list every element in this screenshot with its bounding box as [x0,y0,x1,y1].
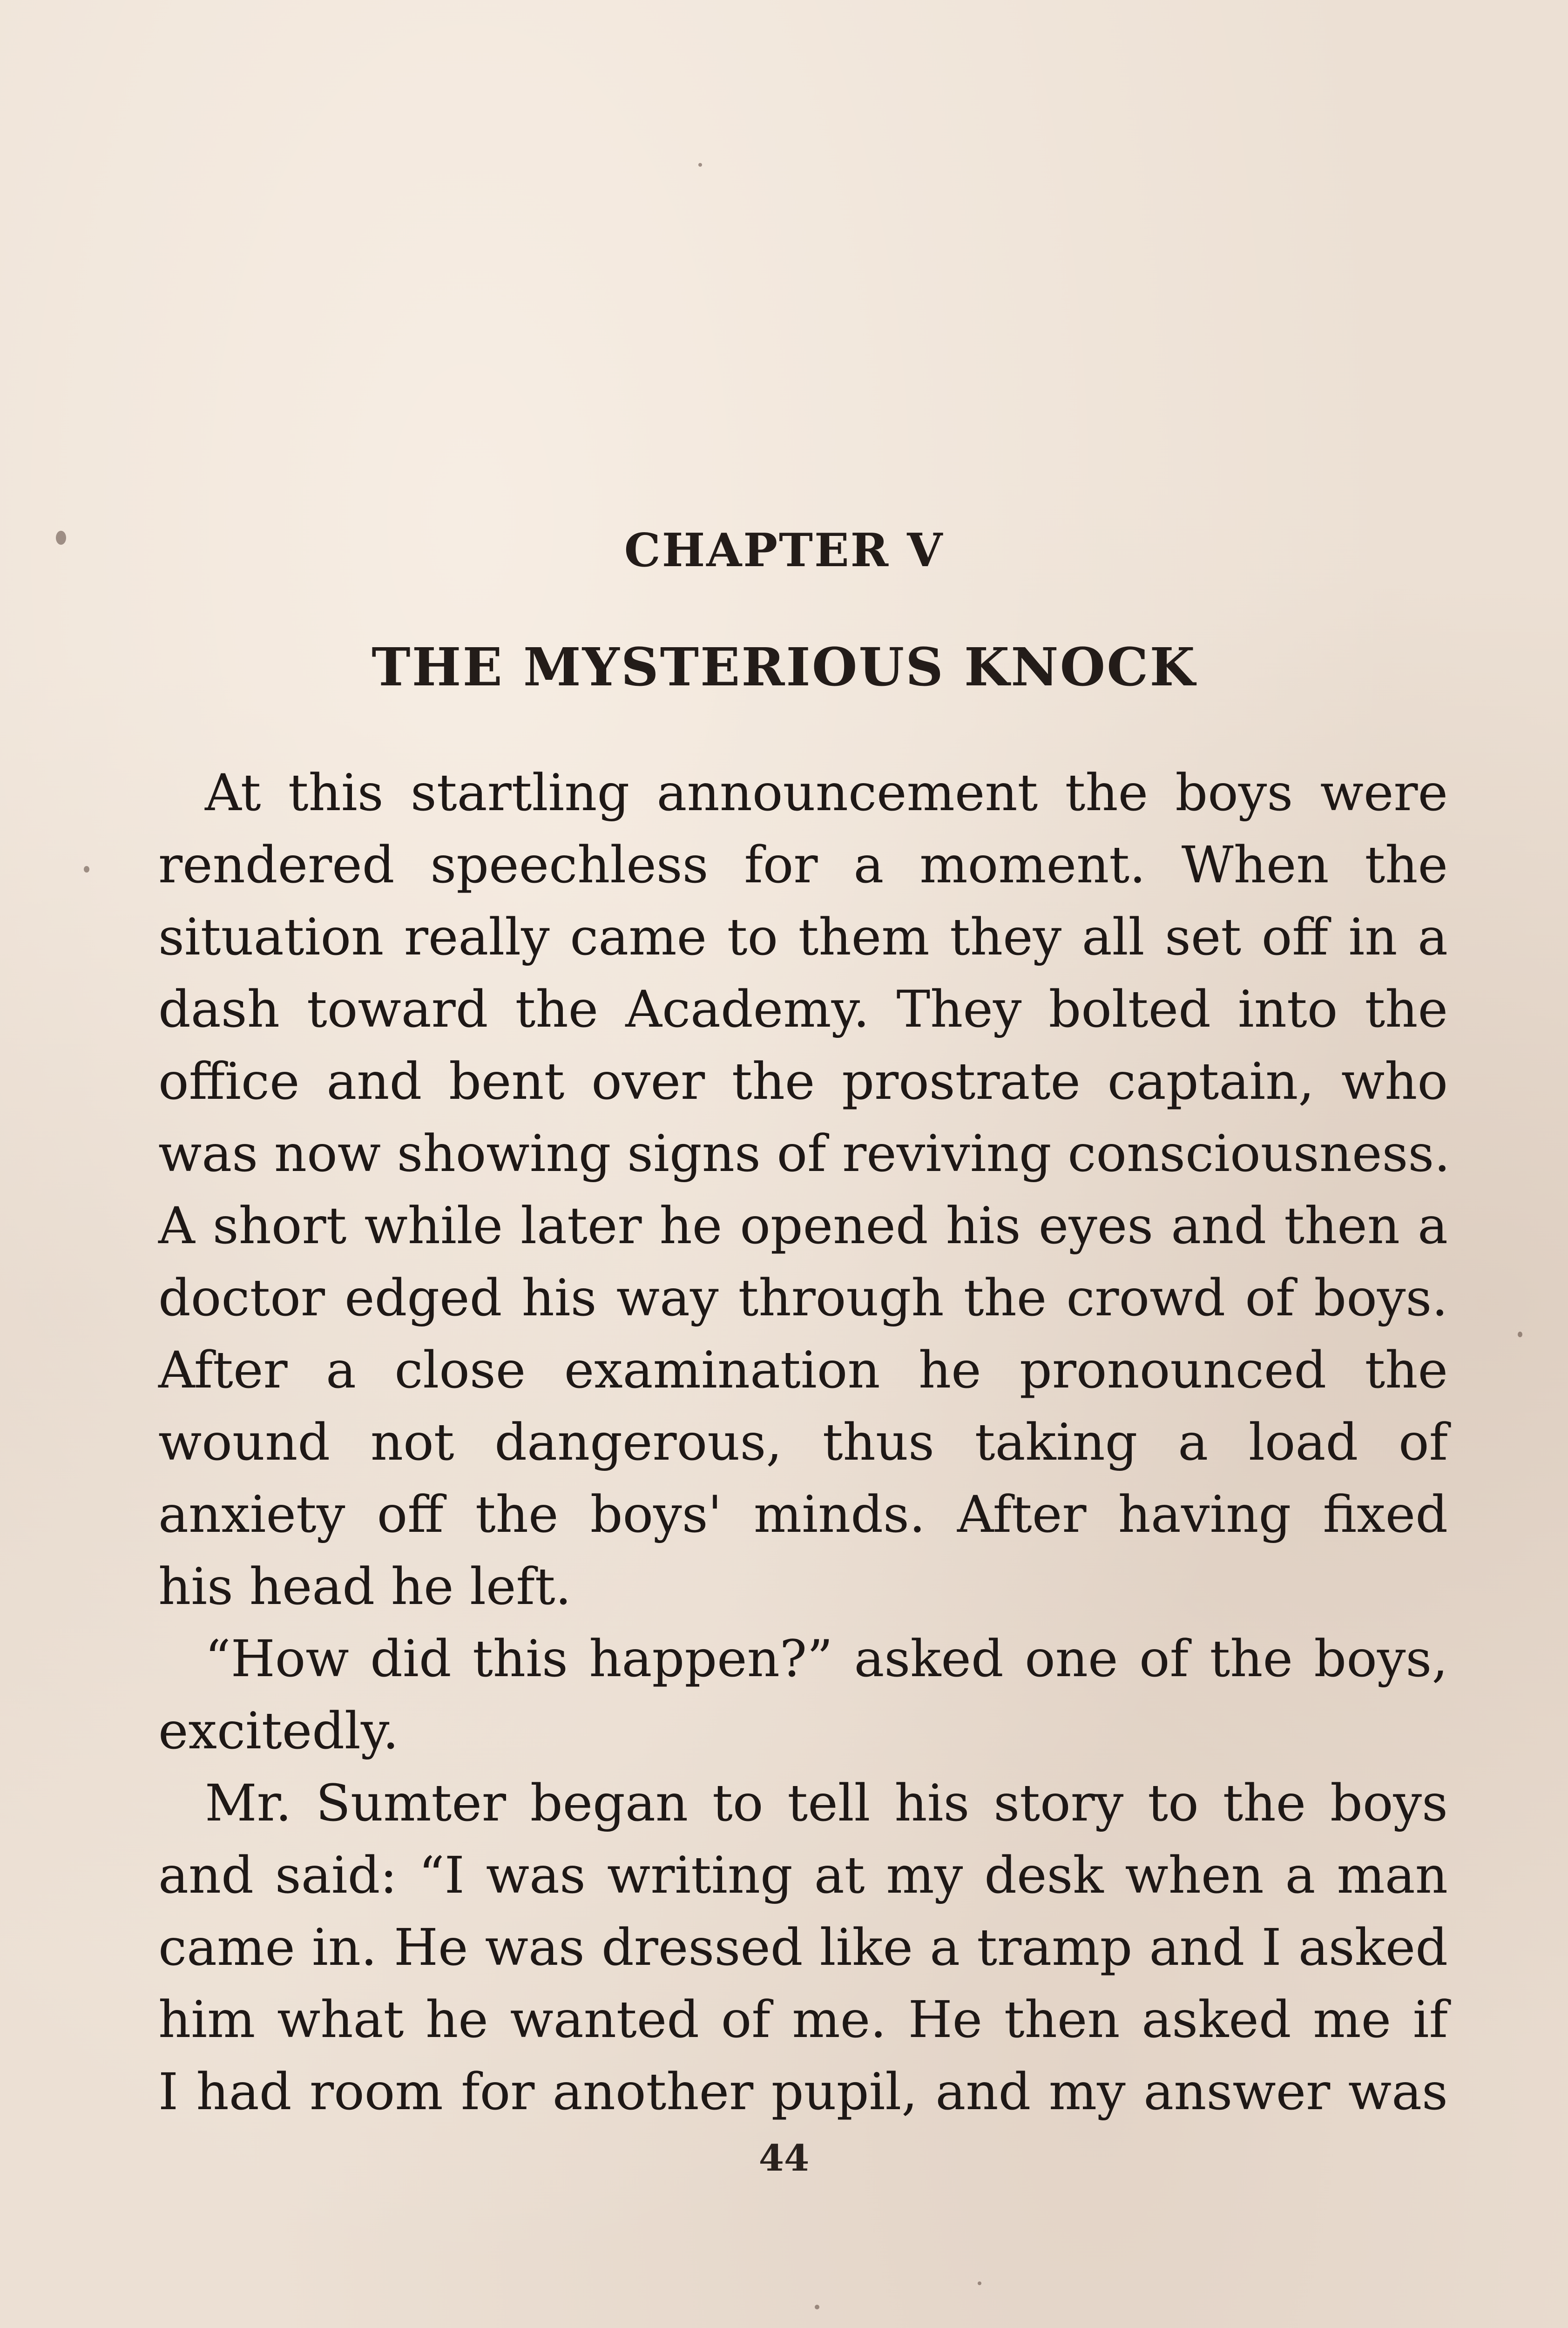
chapter-title: THE MYSTERIOUS KNOCK [372,637,1196,698]
page-number: 44 [758,2137,810,2179]
text-line: A short while later he opened his eyes and then a [158,1196,1448,1255]
paper-speck [978,2281,981,2285]
paper-speck [1518,1332,1522,1337]
text-line: At this startling announcement the boys were [205,763,1448,822]
paper-speck [84,866,89,873]
text-line: him what he wanted of me. He then asked me if [158,1990,1448,2049]
text-line: was now showing signs of reviving consciousness. [158,1124,1450,1183]
text-line: anxiety off the boys' minds. After having fixed [158,1485,1448,1544]
text-line: wound not dangerous, thus taking a load of [158,1413,1448,1472]
text-line: dash toward the Academy. They bolted into the [158,980,1448,1039]
body-text [158,757,1448,2128]
text-line: his head he left. [158,1557,572,1616]
text-line: “How did this happen?” asked one of the boys, [205,1629,1448,1688]
text-line: excitedly. [158,1701,399,1760]
text-line: situation really came to them they all set off in a [158,907,1448,967]
text-line: After a close examination he pronounced the [158,1340,1448,1400]
text-line: doctor edged his way through the crowd of boys. [158,1268,1448,1327]
text-line: I had room for another pupil, and my answer was [158,2062,1448,2121]
text-line: Mr. Sumter began to tell his story to the boys [205,1773,1448,1833]
text-line: and said: “I was writing at my desk when a man [158,1846,1448,1905]
text-line: rendered speechless for a moment. When the [158,835,1448,894]
chapter-label: CHAPTER V [624,524,944,577]
text-line: came in. He was dressed like a tramp and I asked [158,1918,1448,1977]
paper-speck [698,163,702,167]
paper-speck [56,531,66,545]
text-line: office and bent over the prostrate captain, who [158,1052,1448,1111]
paper-speck [815,2305,819,2309]
